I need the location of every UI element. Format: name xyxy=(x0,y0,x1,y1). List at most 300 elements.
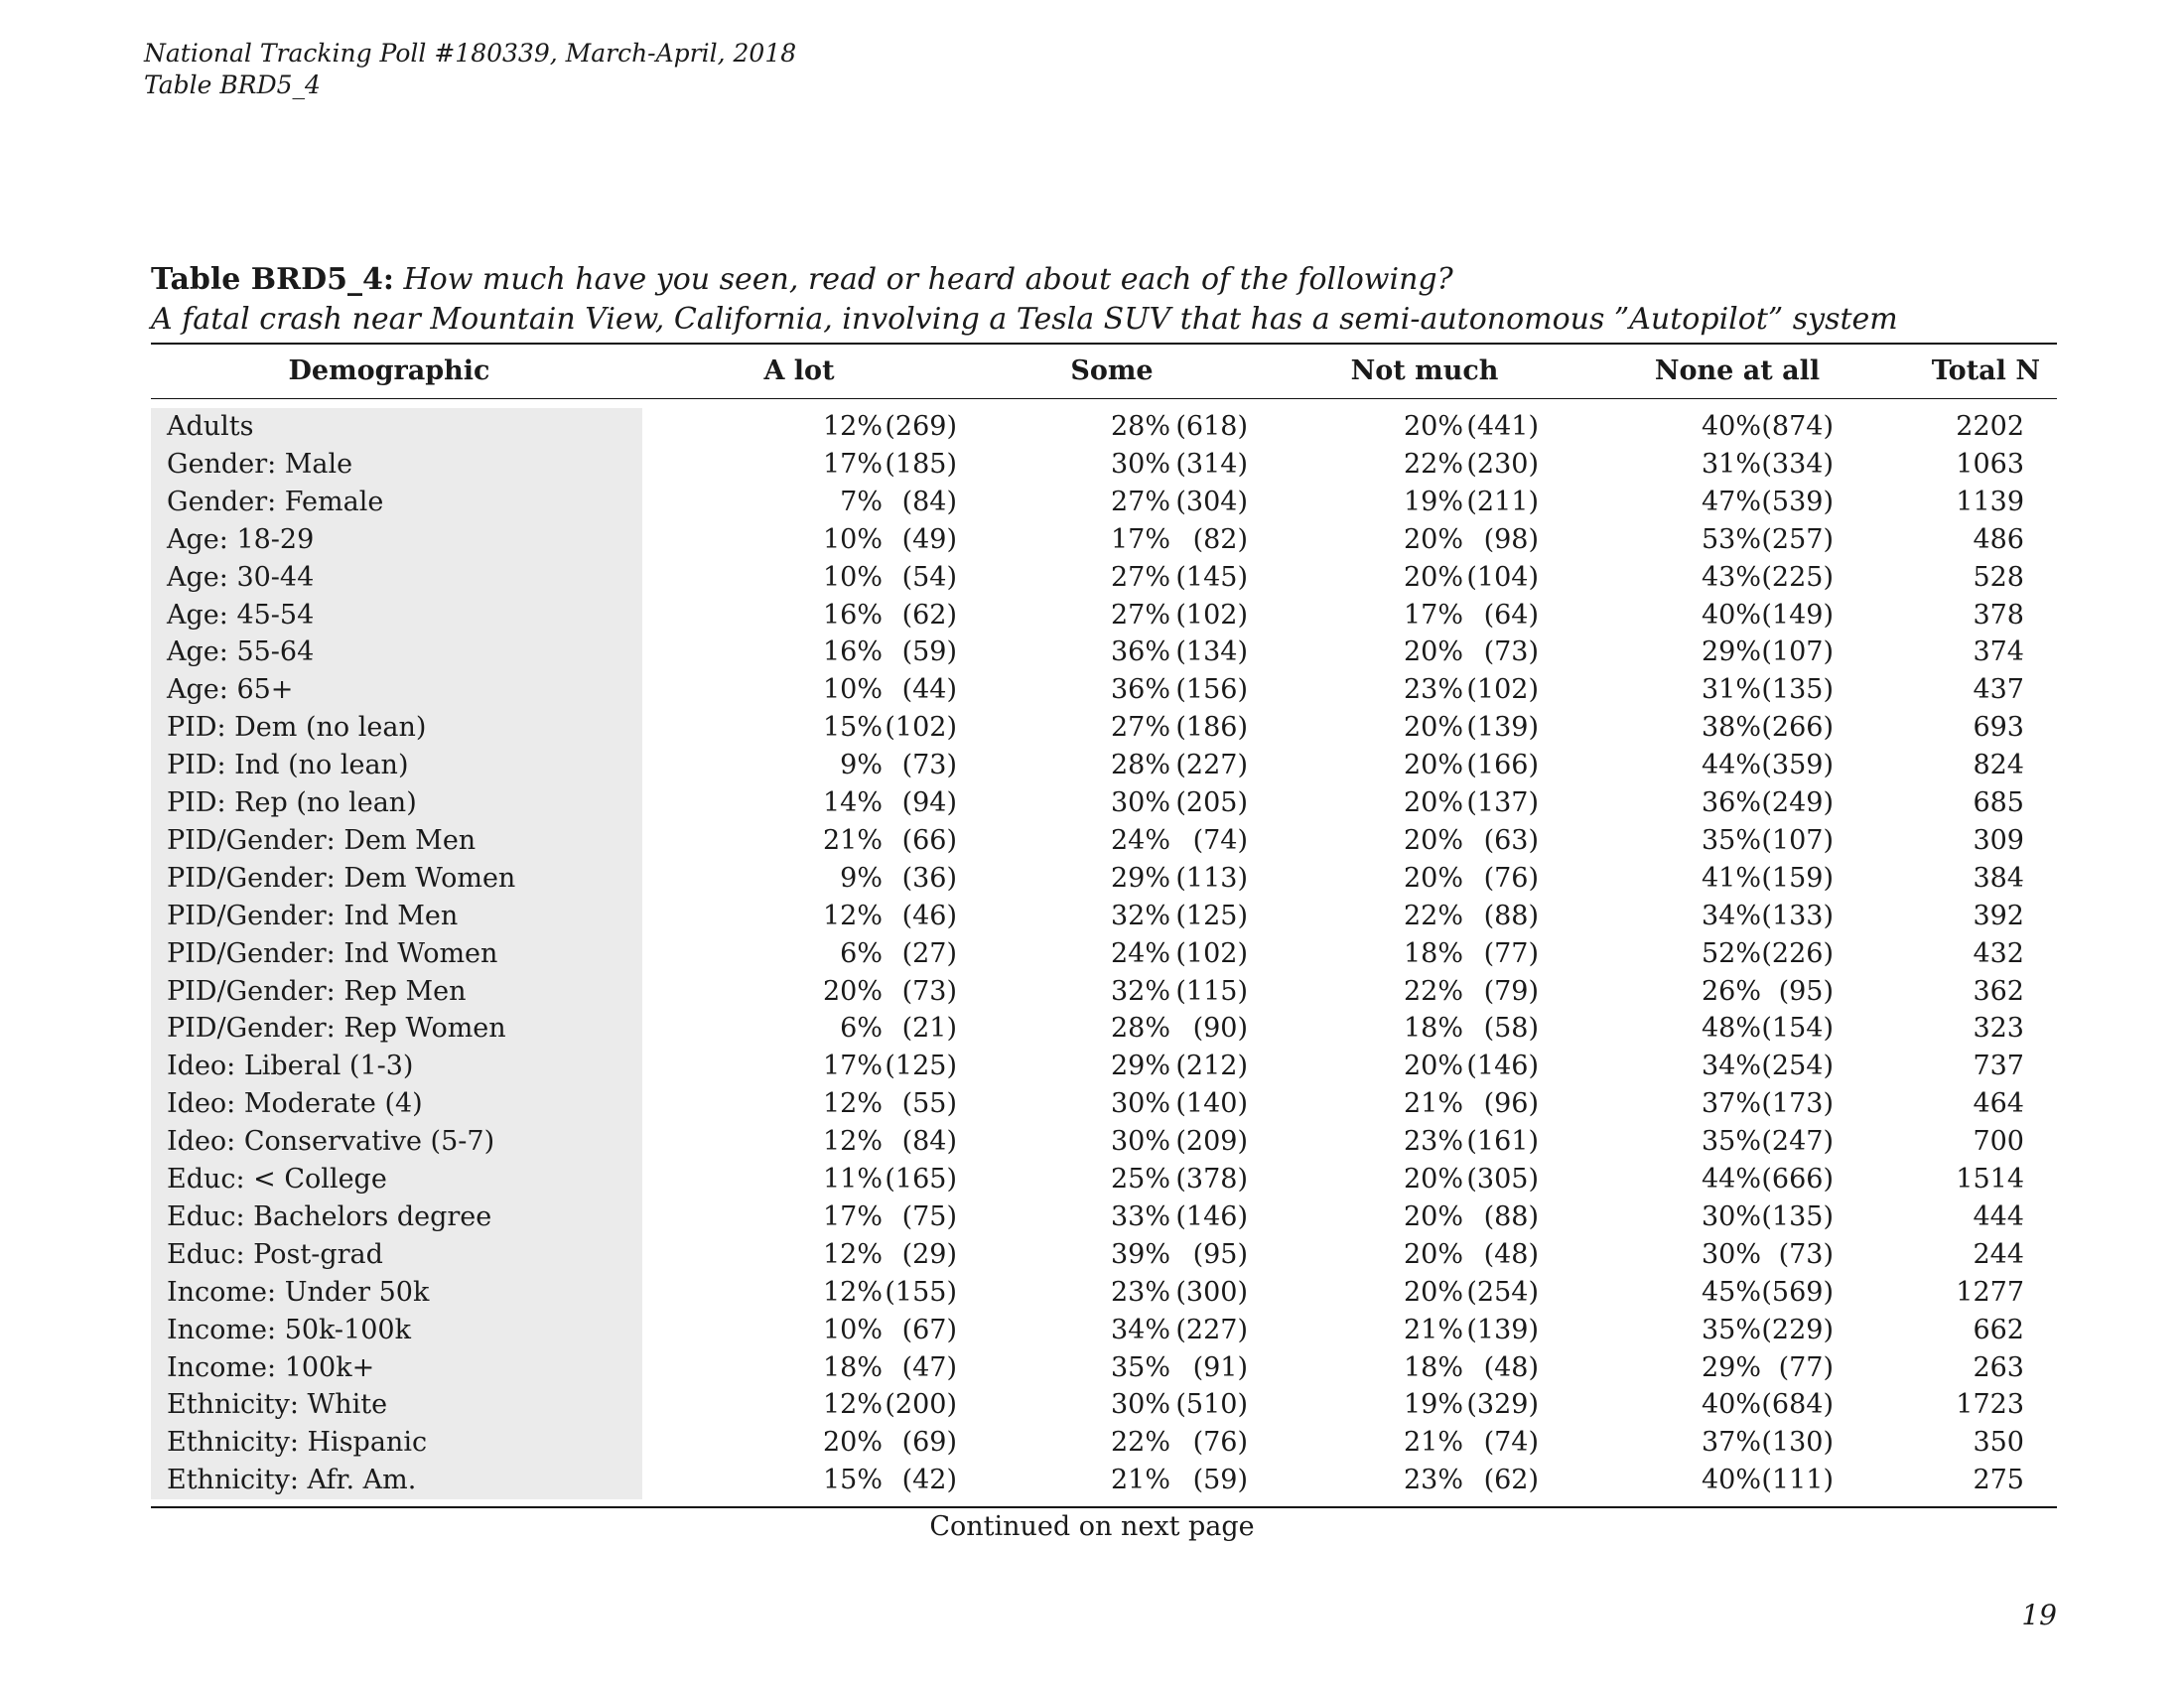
none-at-all-count: (569) xyxy=(1761,1276,1834,1308)
a-lot-count: (84) xyxy=(901,1126,957,1158)
not-much-count: (139) xyxy=(1466,1314,1539,1345)
row-label: Educ: < College xyxy=(167,1164,387,1195)
not-much-count: (254) xyxy=(1466,1276,1539,1308)
some-count: (115) xyxy=(1175,975,1248,1007)
column-header-none-at-all: None at all xyxy=(1654,355,1821,386)
a-lot-percent: 12% xyxy=(822,1238,883,1270)
row-label: Adults xyxy=(167,411,254,442)
total-n: 1723 xyxy=(1956,1389,2024,1421)
not-much-count: (98) xyxy=(1483,523,1539,555)
page-number: 19 xyxy=(2021,1599,2057,1631)
a-lot-count: (47) xyxy=(901,1351,957,1383)
row-label: Gender: Female xyxy=(167,486,384,517)
a-lot-percent: 20% xyxy=(822,1427,883,1459)
none-at-all-percent: 40% xyxy=(1701,411,1761,442)
total-n: 2202 xyxy=(1956,411,2024,442)
none-at-all-percent: 37% xyxy=(1701,1427,1761,1459)
total-n: 824 xyxy=(1973,750,2024,781)
total-n: 350 xyxy=(1973,1427,2024,1459)
not-much-percent: 22% xyxy=(1403,900,1463,931)
some-percent: 17% xyxy=(1110,523,1170,555)
a-lot-count: (44) xyxy=(901,674,957,706)
table-row xyxy=(151,1236,2057,1274)
a-lot-percent: 12% xyxy=(822,1088,883,1120)
a-lot-percent: 15% xyxy=(822,1465,883,1496)
none-at-all-percent: 35% xyxy=(1701,1126,1761,1158)
a-lot-percent: 12% xyxy=(822,1126,883,1158)
total-n: 378 xyxy=(1973,599,2024,631)
total-n: 464 xyxy=(1973,1088,2024,1120)
some-count: (82) xyxy=(1192,523,1248,555)
total-n: 685 xyxy=(1973,787,2024,818)
none-at-all-count: (111) xyxy=(1761,1465,1834,1496)
some-percent: 27% xyxy=(1110,561,1170,593)
none-at-all-count: (159) xyxy=(1761,862,1834,894)
some-percent: 21% xyxy=(1110,1465,1170,1496)
a-lot-count: (165) xyxy=(885,1164,957,1195)
none-at-all-count: (149) xyxy=(1761,599,1834,631)
not-much-percent: 20% xyxy=(1403,750,1463,781)
table-row xyxy=(151,446,2057,484)
not-much-count: (102) xyxy=(1466,674,1539,706)
table-row xyxy=(151,1010,2057,1048)
a-lot-count: (73) xyxy=(901,975,957,1007)
some-percent: 32% xyxy=(1110,975,1170,1007)
not-much-percent: 23% xyxy=(1403,1126,1463,1158)
table-row xyxy=(151,1198,2057,1236)
a-lot-percent: 17% xyxy=(822,1200,883,1232)
total-n: 392 xyxy=(1973,900,2024,931)
none-at-all-count: (133) xyxy=(1761,900,1834,931)
column-header-some: Some xyxy=(1070,355,1154,386)
none-at-all-count: (173) xyxy=(1761,1088,1834,1120)
total-n: 362 xyxy=(1973,975,2024,1007)
not-much-percent: 22% xyxy=(1403,448,1463,480)
a-lot-percent: 9% xyxy=(840,862,883,894)
a-lot-count: (49) xyxy=(901,523,957,555)
table-row xyxy=(151,408,2057,446)
row-label: PID: Dem (no lean) xyxy=(167,712,427,744)
row-label: PID/Gender: Rep Men xyxy=(167,975,467,1007)
not-much-count: (96) xyxy=(1483,1088,1539,1120)
none-at-all-percent: 53% xyxy=(1701,523,1761,555)
not-much-percent: 20% xyxy=(1403,1238,1463,1270)
not-much-percent: 21% xyxy=(1403,1314,1463,1345)
a-lot-count: (155) xyxy=(885,1276,957,1308)
row-label: Age: 65+ xyxy=(167,674,294,706)
a-lot-percent: 12% xyxy=(822,900,883,931)
none-at-all-count: (539) xyxy=(1761,486,1834,517)
not-much-count: (161) xyxy=(1466,1126,1539,1158)
not-much-count: (139) xyxy=(1466,712,1539,744)
a-lot-percent: 12% xyxy=(822,1389,883,1421)
table-row xyxy=(151,1085,2057,1123)
total-n: 1514 xyxy=(1956,1164,2024,1195)
none-at-all-percent: 37% xyxy=(1701,1088,1761,1120)
none-at-all-percent: 36% xyxy=(1701,787,1761,818)
a-lot-count: (21) xyxy=(901,1013,957,1045)
some-percent: 24% xyxy=(1110,824,1170,856)
table-row xyxy=(151,633,2057,671)
not-much-percent: 20% xyxy=(1403,411,1463,442)
total-n: 432 xyxy=(1973,937,2024,969)
column-header-a-lot: A lot xyxy=(763,355,835,386)
some-count: (59) xyxy=(1192,1465,1248,1496)
not-much-percent: 20% xyxy=(1403,712,1463,744)
a-lot-count: (269) xyxy=(885,411,957,442)
total-n: 737 xyxy=(1973,1051,2024,1082)
none-at-all-percent: 40% xyxy=(1701,1465,1761,1496)
table-row xyxy=(151,1386,2057,1424)
total-n: 700 xyxy=(1973,1126,2024,1158)
some-percent: 24% xyxy=(1110,937,1170,969)
continued-note: Continued on next page xyxy=(929,1511,1255,1542)
none-at-all-count: (249) xyxy=(1761,787,1834,818)
some-count: (90) xyxy=(1192,1013,1248,1045)
a-lot-percent: 7% xyxy=(840,486,883,517)
not-much-count: (48) xyxy=(1483,1351,1539,1383)
total-n: 662 xyxy=(1973,1314,2024,1345)
some-percent: 30% xyxy=(1110,1389,1170,1421)
a-lot-count: (55) xyxy=(901,1088,957,1120)
none-at-all-percent: 34% xyxy=(1701,1051,1761,1082)
none-at-all-percent: 40% xyxy=(1701,1389,1761,1421)
not-much-percent: 20% xyxy=(1403,1051,1463,1082)
some-count: (140) xyxy=(1175,1088,1248,1120)
none-at-all-count: (266) xyxy=(1761,712,1834,744)
row-label: PID: Rep (no lean) xyxy=(167,787,417,818)
table-row xyxy=(151,671,2057,709)
column-header-total-n: Total N xyxy=(1931,355,2040,386)
not-much-count: (441) xyxy=(1466,411,1539,442)
some-percent: 33% xyxy=(1110,1200,1170,1232)
none-at-all-count: (666) xyxy=(1761,1164,1834,1195)
not-much-count: (230) xyxy=(1466,448,1539,480)
none-at-all-percent: 44% xyxy=(1701,1164,1761,1195)
row-label: Age: 45-54 xyxy=(167,599,315,631)
not-much-count: (137) xyxy=(1466,787,1539,818)
none-at-all-count: (334) xyxy=(1761,448,1834,480)
some-percent: 22% xyxy=(1110,1427,1170,1459)
not-much-percent: 17% xyxy=(1403,599,1463,631)
table-row xyxy=(151,1462,2057,1499)
row-label: Educ: Bachelors degree xyxy=(167,1200,492,1232)
total-n: 309 xyxy=(1973,824,2024,856)
row-label: PID/Gender: Dem Women xyxy=(167,862,516,894)
some-percent: 25% xyxy=(1110,1164,1170,1195)
not-much-count: (79) xyxy=(1483,975,1539,1007)
some-count: (212) xyxy=(1175,1051,1248,1082)
not-much-percent: 20% xyxy=(1403,561,1463,593)
row-label: PID: Ind (no lean) xyxy=(167,750,409,781)
not-much-count: (73) xyxy=(1483,636,1539,668)
table-caption xyxy=(151,260,2067,340)
a-lot-count: (67) xyxy=(901,1314,957,1345)
a-lot-count: (200) xyxy=(885,1389,957,1421)
total-n: 437 xyxy=(1973,674,2024,706)
row-label: Ethnicity: Hispanic xyxy=(167,1427,428,1459)
table-row xyxy=(151,1424,2057,1462)
not-much-percent: 20% xyxy=(1403,1276,1463,1308)
not-much-percent: 21% xyxy=(1403,1427,1463,1459)
row-label: PID/Gender: Ind Women xyxy=(167,937,498,969)
a-lot-percent: 17% xyxy=(822,1051,883,1082)
some-percent: 30% xyxy=(1110,448,1170,480)
none-at-all-percent: 35% xyxy=(1701,824,1761,856)
a-lot-count: (84) xyxy=(901,486,957,517)
row-label: Ideo: Conservative (5-7) xyxy=(167,1126,495,1158)
row-label: PID/Gender: Ind Men xyxy=(167,900,459,931)
running-header xyxy=(144,38,796,101)
a-lot-count: (36) xyxy=(901,862,957,894)
some-count: (510) xyxy=(1175,1389,1248,1421)
none-at-all-percent: 26% xyxy=(1701,975,1761,1007)
some-count: (618) xyxy=(1175,411,1248,442)
not-much-count: (74) xyxy=(1483,1427,1539,1459)
a-lot-percent: 6% xyxy=(840,937,883,969)
none-at-all-percent: 30% xyxy=(1701,1238,1761,1270)
not-much-count: (104) xyxy=(1466,561,1539,593)
none-at-all-percent: 31% xyxy=(1701,448,1761,480)
not-much-percent: 18% xyxy=(1403,937,1463,969)
row-label: Age: 18-29 xyxy=(167,523,315,555)
total-n: 263 xyxy=(1973,1351,2024,1383)
some-count: (304) xyxy=(1175,486,1248,517)
not-much-count: (63) xyxy=(1483,824,1539,856)
none-at-all-count: (154) xyxy=(1761,1013,1834,1045)
some-percent: 27% xyxy=(1110,712,1170,744)
a-lot-count: (73) xyxy=(901,750,957,781)
not-much-count: (166) xyxy=(1466,750,1539,781)
some-percent: 29% xyxy=(1110,862,1170,894)
some-percent: 27% xyxy=(1110,486,1170,517)
total-n: 1063 xyxy=(1956,448,2024,480)
table-header-rule xyxy=(151,398,2057,399)
none-at-all-percent: 52% xyxy=(1701,937,1761,969)
table-bottom-rule xyxy=(151,1506,2057,1508)
none-at-all-count: (226) xyxy=(1761,937,1834,969)
a-lot-percent: 14% xyxy=(822,787,883,818)
a-lot-count: (29) xyxy=(901,1238,957,1270)
row-label: Age: 55-64 xyxy=(167,636,315,668)
a-lot-percent: 16% xyxy=(822,599,883,631)
none-at-all-count: (73) xyxy=(1778,1238,1834,1270)
some-count: (227) xyxy=(1175,750,1248,781)
none-at-all-count: (229) xyxy=(1761,1314,1834,1345)
none-at-all-percent: 30% xyxy=(1701,1200,1761,1232)
caption-subtitle: A fatal crash near Mountain View, California, involving a Tesla SUV that has a semi-autonomous ”Autopilot” system xyxy=(151,302,1898,337)
a-lot-percent: 10% xyxy=(822,561,883,593)
table-row xyxy=(151,597,2057,634)
a-lot-percent: 15% xyxy=(822,712,883,744)
none-at-all-count: (77) xyxy=(1778,1351,1834,1383)
not-much-count: (88) xyxy=(1483,1200,1539,1232)
a-lot-count: (125) xyxy=(885,1051,957,1082)
none-at-all-percent: 41% xyxy=(1701,862,1761,894)
some-count: (134) xyxy=(1175,636,1248,668)
a-lot-percent: 18% xyxy=(822,1351,883,1383)
not-much-count: (77) xyxy=(1483,937,1539,969)
none-at-all-count: (130) xyxy=(1761,1427,1834,1459)
table-row xyxy=(151,860,2057,898)
not-much-percent: 20% xyxy=(1403,1164,1463,1195)
none-at-all-count: (359) xyxy=(1761,750,1834,781)
some-count: (156) xyxy=(1175,674,1248,706)
not-much-count: (146) xyxy=(1466,1051,1539,1082)
table-row xyxy=(151,1048,2057,1085)
some-count: (125) xyxy=(1175,900,1248,931)
some-count: (145) xyxy=(1175,561,1248,593)
none-at-all-count: (107) xyxy=(1761,636,1834,668)
a-lot-count: (42) xyxy=(901,1465,957,1496)
some-count: (102) xyxy=(1175,599,1248,631)
not-much-percent: 20% xyxy=(1403,1200,1463,1232)
some-percent: 34% xyxy=(1110,1314,1170,1345)
table-row xyxy=(151,559,2057,597)
table-row xyxy=(151,521,2057,559)
table-row xyxy=(151,935,2057,973)
none-at-all-percent: 43% xyxy=(1701,561,1761,593)
a-lot-count: (59) xyxy=(901,636,957,668)
a-lot-percent: 20% xyxy=(822,975,883,1007)
none-at-all-count: (684) xyxy=(1761,1389,1834,1421)
not-much-count: (64) xyxy=(1483,599,1539,631)
row-label: Income: 100k+ xyxy=(167,1351,375,1383)
not-much-percent: 18% xyxy=(1403,1013,1463,1045)
not-much-percent: 19% xyxy=(1403,486,1463,517)
not-much-count: (88) xyxy=(1483,900,1539,931)
some-percent: 35% xyxy=(1110,1351,1170,1383)
some-percent: 30% xyxy=(1110,1088,1170,1120)
none-at-all-percent: 29% xyxy=(1701,636,1761,668)
some-count: (76) xyxy=(1192,1427,1248,1459)
none-at-all-percent: 45% xyxy=(1701,1276,1761,1308)
total-n: 1277 xyxy=(1956,1276,2024,1308)
row-label: Gender: Male xyxy=(167,448,353,480)
none-at-all-percent: 29% xyxy=(1701,1351,1761,1383)
not-much-percent: 23% xyxy=(1403,1465,1463,1496)
not-much-percent: 18% xyxy=(1403,1351,1463,1383)
some-percent: 36% xyxy=(1110,636,1170,668)
some-count: (300) xyxy=(1175,1276,1248,1308)
table-top-rule xyxy=(151,343,2057,345)
a-lot-percent: 17% xyxy=(822,448,883,480)
column-header-not-much: Not much xyxy=(1350,355,1499,386)
a-lot-percent: 10% xyxy=(822,1314,883,1345)
some-percent: 28% xyxy=(1110,750,1170,781)
none-at-all-percent: 31% xyxy=(1701,674,1761,706)
some-percent: 23% xyxy=(1110,1276,1170,1308)
not-much-percent: 20% xyxy=(1403,636,1463,668)
none-at-all-count: (135) xyxy=(1761,1200,1834,1232)
not-much-percent: 20% xyxy=(1403,862,1463,894)
none-at-all-count: (225) xyxy=(1761,561,1834,593)
some-count: (113) xyxy=(1175,862,1248,894)
some-percent: 32% xyxy=(1110,900,1170,931)
none-at-all-percent: 40% xyxy=(1701,599,1761,631)
none-at-all-percent: 47% xyxy=(1701,486,1761,517)
not-much-percent: 22% xyxy=(1403,975,1463,1007)
total-n: 486 xyxy=(1973,523,2024,555)
a-lot-percent: 12% xyxy=(822,411,883,442)
some-count: (146) xyxy=(1175,1200,1248,1232)
total-n: 693 xyxy=(1973,712,2024,744)
table-row xyxy=(151,1349,2057,1387)
total-n: 444 xyxy=(1973,1200,2024,1232)
total-n: 244 xyxy=(1973,1238,2024,1270)
some-percent: 28% xyxy=(1110,1013,1170,1045)
row-label: Income: Under 50k xyxy=(167,1276,430,1308)
some-percent: 27% xyxy=(1110,599,1170,631)
a-lot-percent: 11% xyxy=(822,1164,883,1195)
table-row xyxy=(151,1312,2057,1349)
none-at-all-percent: 35% xyxy=(1701,1314,1761,1345)
not-much-count: (58) xyxy=(1483,1013,1539,1045)
some-count: (314) xyxy=(1175,448,1248,480)
row-label: Ethnicity: Afr. Am. xyxy=(167,1465,417,1496)
not-much-percent: 21% xyxy=(1403,1088,1463,1120)
row-label: Ideo: Liberal (1-3) xyxy=(167,1051,414,1082)
a-lot-count: (185) xyxy=(885,448,957,480)
none-at-all-percent: 34% xyxy=(1701,900,1761,931)
total-n: 374 xyxy=(1973,636,2024,668)
total-n: 384 xyxy=(1973,862,2024,894)
a-lot-count: (66) xyxy=(901,824,957,856)
header-table-id: Table BRD5_4 xyxy=(144,70,321,99)
some-percent: 30% xyxy=(1110,1126,1170,1158)
not-much-count: (48) xyxy=(1483,1238,1539,1270)
some-count: (186) xyxy=(1175,712,1248,744)
a-lot-percent: 10% xyxy=(822,523,883,555)
table-row xyxy=(151,1161,2057,1198)
caption-question: How much have you seen, read or heard about each of the following? xyxy=(403,262,1453,297)
total-n: 275 xyxy=(1973,1465,2024,1496)
some-percent: 30% xyxy=(1110,787,1170,818)
not-much-count: (305) xyxy=(1466,1164,1539,1195)
none-at-all-percent: 38% xyxy=(1701,712,1761,744)
table-row xyxy=(151,1274,2057,1312)
not-much-count: (62) xyxy=(1483,1465,1539,1496)
some-count: (209) xyxy=(1175,1126,1248,1158)
none-at-all-percent: 44% xyxy=(1701,750,1761,781)
none-at-all-count: (95) xyxy=(1778,975,1834,1007)
not-much-percent: 23% xyxy=(1403,674,1463,706)
not-much-percent: 20% xyxy=(1403,787,1463,818)
some-percent: 29% xyxy=(1110,1051,1170,1082)
a-lot-percent: 12% xyxy=(822,1276,883,1308)
some-count: (102) xyxy=(1175,937,1248,969)
a-lot-percent: 9% xyxy=(840,750,883,781)
table-row xyxy=(151,484,2057,521)
table-row xyxy=(151,784,2057,822)
some-percent: 36% xyxy=(1110,674,1170,706)
row-label: PID/Gender: Dem Men xyxy=(167,824,477,856)
row-label: Educ: Post-grad xyxy=(167,1238,383,1270)
a-lot-count: (54) xyxy=(901,561,957,593)
total-n: 528 xyxy=(1973,561,2024,593)
table-row xyxy=(151,973,2057,1011)
none-at-all-count: (107) xyxy=(1761,824,1834,856)
none-at-all-count: (254) xyxy=(1761,1051,1834,1082)
some-count: (205) xyxy=(1175,787,1248,818)
some-count: (378) xyxy=(1175,1164,1248,1195)
not-much-percent: 20% xyxy=(1403,523,1463,555)
some-count: (74) xyxy=(1192,824,1248,856)
a-lot-percent: 16% xyxy=(822,636,883,668)
total-n: 323 xyxy=(1973,1013,2024,1045)
row-label: Ethnicity: White xyxy=(167,1389,388,1421)
not-much-count: (329) xyxy=(1466,1389,1539,1421)
